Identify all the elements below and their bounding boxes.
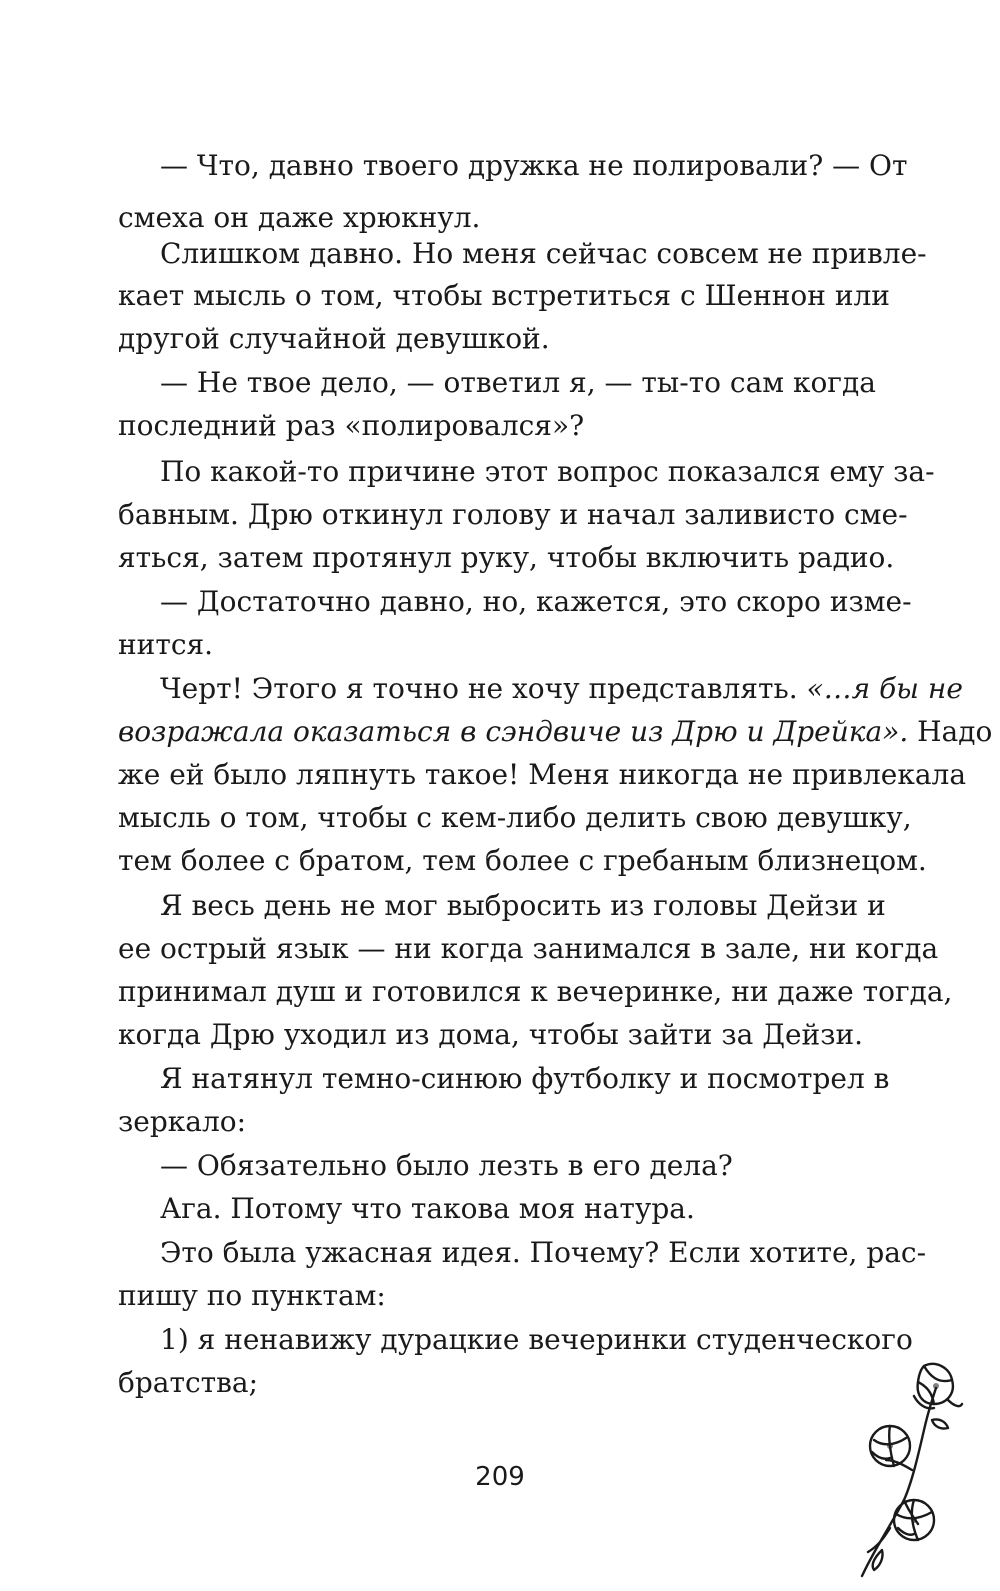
text-line: Ага. Потому что такова моя натура. bbox=[160, 1192, 695, 1225]
text-line: кает мысль о том, чтобы встретиться с Шеннон или bbox=[118, 279, 890, 312]
text-line: нится. bbox=[118, 628, 214, 661]
text-line: Слишком давно. Но меня сейчас совсем не привле- bbox=[160, 237, 927, 270]
text-line: пишу по пунктам: bbox=[118, 1279, 386, 1312]
text-line: тем более с братом, тем более с гребаным близнецом. bbox=[118, 844, 927, 877]
text-line: зеркало: bbox=[118, 1105, 247, 1138]
italic-quote: «…я бы не bbox=[806, 672, 963, 705]
text-line: братства; bbox=[118, 1366, 259, 1399]
text-segment: Надо bbox=[908, 715, 993, 748]
text-line: ее острый язык — ни когда занимался в зале, ни когда bbox=[118, 932, 939, 965]
cotton-branch-icon bbox=[852, 1360, 964, 1580]
page-number: 209 bbox=[475, 1462, 525, 1492]
text-line: Это была ужасная идея. Почему? Если хотите, рас- bbox=[160, 1236, 927, 1269]
text-line: же ей было ляпнуть такое! Меня никогда не привлекала bbox=[118, 758, 967, 791]
text-segment: Черт! Этого я точно не хочу представлять. bbox=[160, 672, 807, 705]
text-line: Я натянул темно-синюю футболку и посмотрел в bbox=[160, 1062, 890, 1095]
text-line: По какой-то причине этот вопрос показался ему за- bbox=[160, 455, 935, 488]
text-line: 1) я ненавижу дурацкие вечеринки студенческого bbox=[160, 1323, 913, 1356]
text-line: когда Дрю уходил из дома, чтобы зайти за Дейзи. bbox=[118, 1018, 864, 1051]
text-line: Я весь день не мог выбросить из головы Дейзи и bbox=[160, 889, 886, 922]
text-line: принимал душ и готовился к вечеринке, ни даже тогда, bbox=[118, 975, 953, 1008]
text-line: бавным. Дрю откинул голову и начал заливисто сме- bbox=[118, 498, 908, 531]
text-line: последний раз «полировался»? bbox=[118, 409, 585, 442]
text-line: яться, затем протянул руку, чтобы включить радио. bbox=[118, 541, 895, 574]
text-line: мысль о том, чтобы с кем-либо делить свою девушку, bbox=[118, 801, 912, 834]
text-line: — Не твое дело, — ответил я, — ты-то сам когда bbox=[160, 366, 876, 399]
italic-quote: возражала оказаться в сэндвиче из Дрю и Дрейка». bbox=[118, 715, 909, 748]
text-line: — Что, давно твоего дружка не полировали? — От bbox=[160, 149, 908, 182]
text-line: смеха он даже хрюкнул. bbox=[118, 201, 481, 234]
text-line: — Достаточно давно, но, кажется, это скоро изме- bbox=[160, 585, 912, 618]
text-line: другой случайной девушкой. bbox=[118, 322, 550, 355]
text-line: — Обязательно было лезть в его дела? bbox=[160, 1149, 733, 1182]
